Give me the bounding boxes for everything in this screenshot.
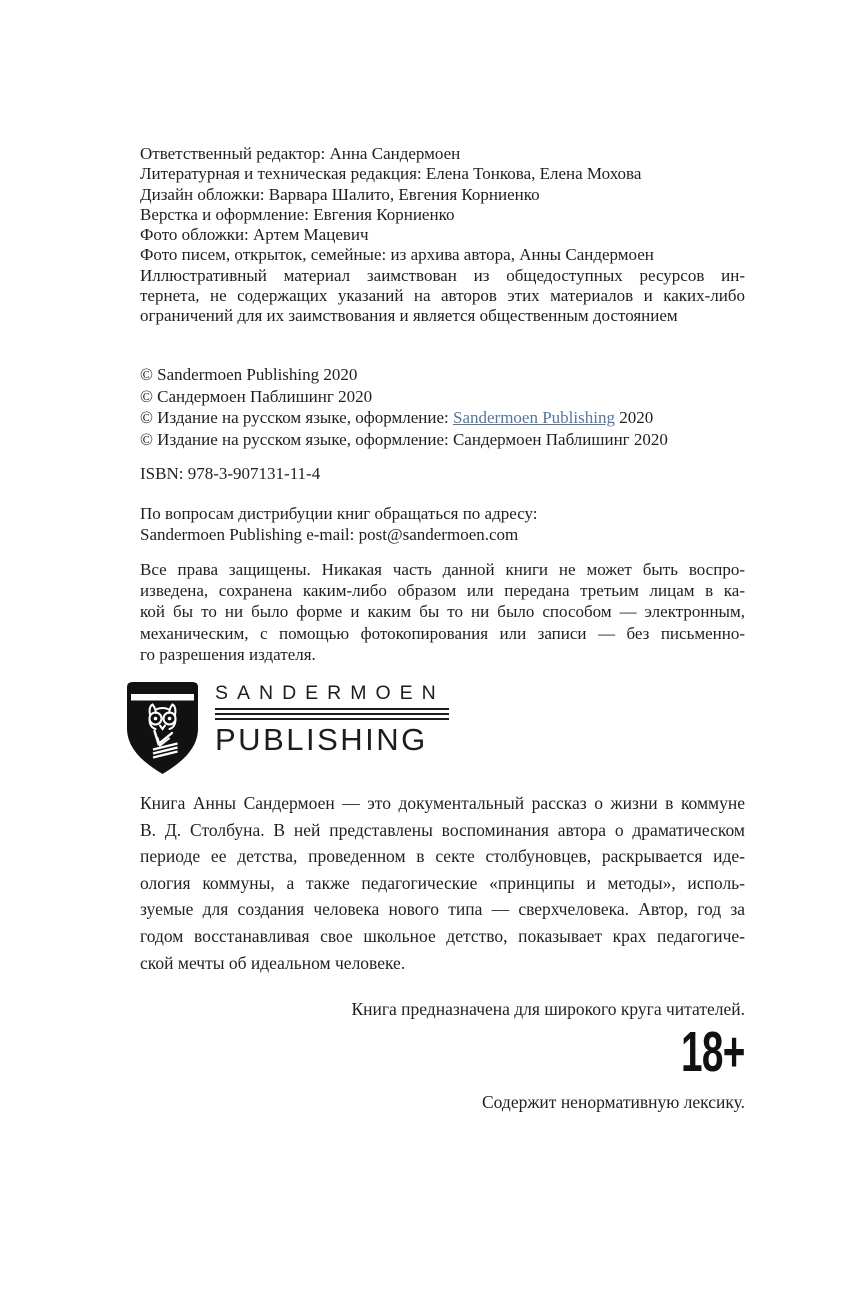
- publisher-logo: [127, 682, 449, 779]
- age-rating-badge: 18+: [681, 1020, 745, 1084]
- wordmark-sandermoen: SANDERMOEN: [215, 682, 445, 704]
- credits-line: Литературная и техническая редакция: Елена Тонкова, Елена Мохова: [140, 164, 642, 184]
- copyright-block: [140, 364, 745, 451]
- credits-line: Иллюстративный материал заимствован из общедоступных ресурсов ин-: [140, 265, 745, 285]
- description-line: зуемые для создания человека нового типа — сверхчеловека. Автор, год за: [140, 899, 745, 920]
- credits-line: Фото обложки: Артем Мацевич: [140, 225, 369, 245]
- description-line: Книга Анны Сандермоен — это документальный рассказ о жизни в коммуне: [140, 793, 745, 813]
- distribution-contact-line: Sandermoen Publishing e-mail: post@sandermoen.com: [140, 525, 519, 544]
- description-line: ской мечты об идеальном человеке.: [140, 952, 406, 973]
- isbn-line: ISBN: 978-3-907131-11-4: [140, 464, 321, 483]
- copyright-line-ru: © Сандермоен Паблишинг 2020: [140, 386, 373, 406]
- credits-line: Фото писем, открыток, семейные: из архива автора, Анны Сандермоен: [140, 245, 654, 265]
- copyright-line-en: © Sandermoen Publishing 2020: [140, 365, 358, 384]
- owl-shield-icon: [127, 682, 198, 779]
- credits-line: тернета, не содержащих указаний на авторов этих материалов и каких-либо: [140, 286, 745, 306]
- rights-line: го разрешения издателя.: [140, 644, 316, 664]
- rights-line: механическим, с помощью фотокопирования или записи — без письменно-: [140, 623, 745, 643]
- rights-line: изведена, сохранена каким-либо образом или передана третьим лицам в ка-: [140, 581, 745, 601]
- age-rating-block: [140, 1020, 768, 1084]
- publisher-link[interactable]: Sandermoen Publishing: [452, 408, 615, 428]
- audience-note: Книга предназначена для широкого круга читателей.: [351, 999, 745, 1019]
- wordmark-divider-rules: [215, 708, 449, 720]
- description-line: ология коммуны, а также педагогические «принципы и методы», исполь-: [140, 872, 745, 893]
- credits-line: Ответственный редактор: Анна Сандермоен: [140, 144, 461, 163]
- description-line: периоде ее детства, проведенном в секте столбуновцев, раскрывается иде-: [140, 846, 745, 867]
- copyright-edition-suffix: 2020: [614, 408, 654, 428]
- rights-line: Все права защищены. Никакая часть данной книги не может быть воспро-: [140, 560, 745, 579]
- profanity-note: Содержит ненормативную лексику.: [482, 1092, 745, 1112]
- book-description-block: [140, 790, 745, 976]
- distribution-line: По вопросам дистрибуции книг обращаться по адресу:: [140, 504, 538, 523]
- credits-line: Верстка и оформление: Евгения Корниенко: [140, 204, 455, 224]
- copyright-edition-prefix: © Издание на русском языке, оформление:: [140, 408, 453, 428]
- copyright-line-edition-en: [140, 407, 745, 429]
- credits-line: Дизайн обложки: Варвара Шалито, Евгения Корниенко: [140, 184, 540, 204]
- distribution-block: [140, 503, 745, 545]
- copyright-line-edition-ru: © Издание на русском языке, оформление: Сандермоен Паблишинг 2020: [140, 430, 668, 450]
- publisher-wordmark: [215, 682, 449, 756]
- description-line: годом восстанавливая свое школьное детство, показывает крах педагогиче-: [140, 925, 745, 946]
- description-line: В. Д. Столбуна. В ней представлены воспоминания автора о драматическом: [140, 819, 745, 840]
- rights-line: кой бы то ни было форме и каким бы то ни было способом — электронным,: [140, 602, 745, 622]
- credits-block: [140, 144, 745, 327]
- rights-reserved-block: [140, 559, 745, 665]
- credits-line: ограничений для их заимствования и является общественным достоянием: [140, 306, 678, 326]
- wordmark-publishing: PUBLISHING: [215, 722, 428, 757]
